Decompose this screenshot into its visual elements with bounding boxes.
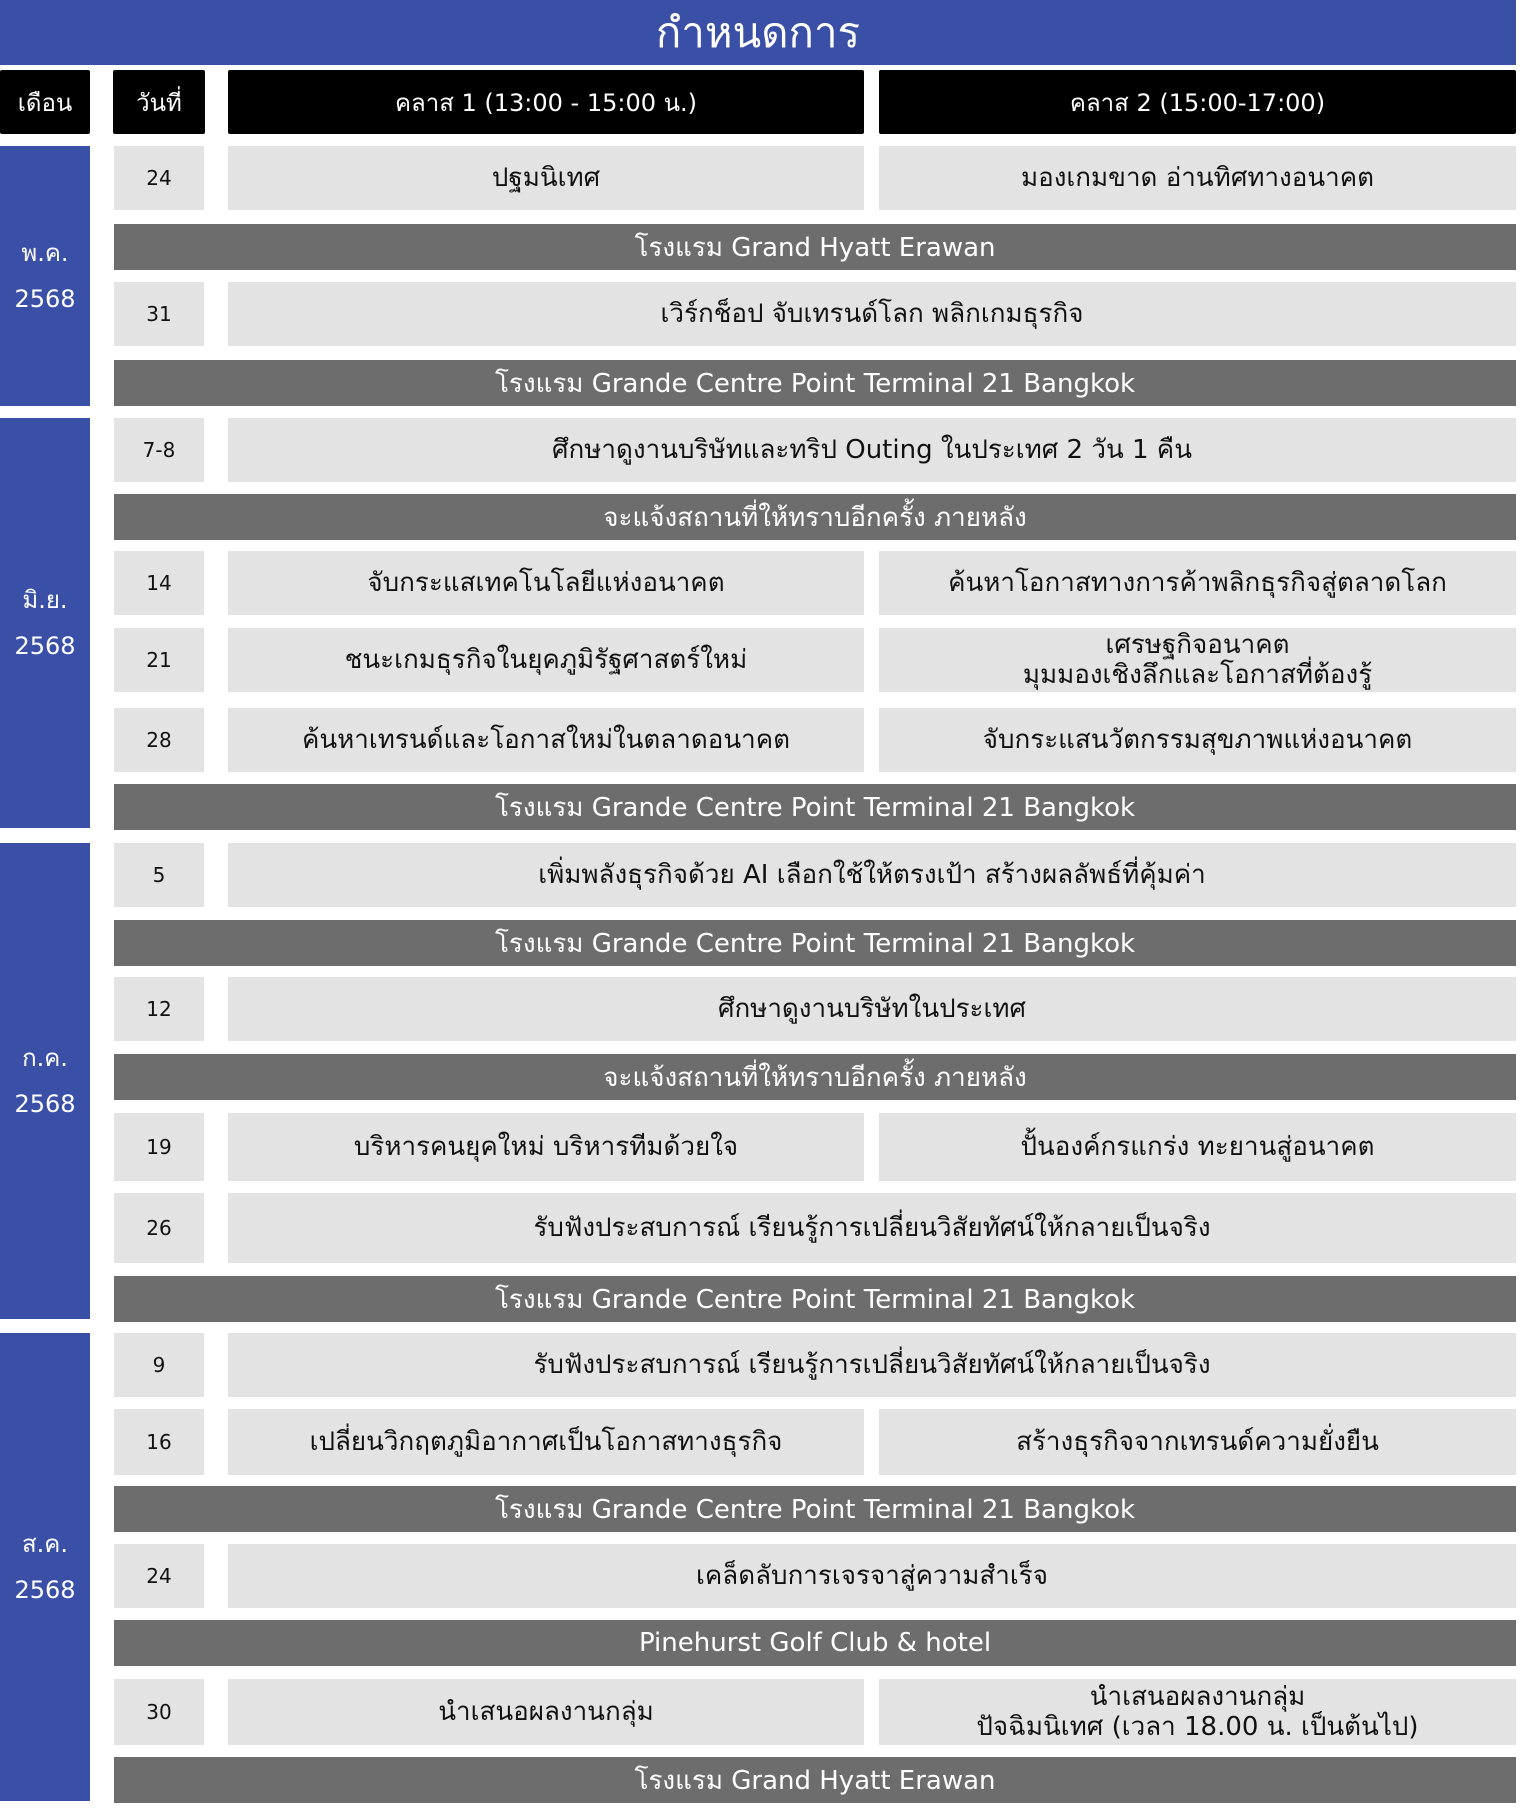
day-cell: 7-8 [114,418,204,482]
day-cell: 12 [114,977,204,1041]
class2-cell: ค้นหาโอกาสทางการค้าพลิกธุรกิจสู่ตลาดโลก [879,551,1516,615]
day-cell: 16 [114,1409,204,1475]
class2-line: นำเสนอผลงานกลุ่ม [1089,1682,1306,1712]
span-cell: ศึกษาดูงานบริษัทในประเทศ [228,977,1516,1041]
venue-bar: โรงแรม Grande Centre Point Terminal 21 Bangkok [114,784,1516,830]
span-cell: เพิ่มพลังธุรกิจด้วย AI เลือกใช้ให้ตรงเป้า สร้างผลลัพธ์ที่คุ้มค่า [228,843,1516,907]
month-block-jul [0,843,90,1319]
class2-cell [879,628,1516,692]
month-year: 2568 [14,632,76,660]
header-class1: คลาส 1 (13:00 - 15:00 น.) [228,70,864,134]
header-day: วันที่ [113,70,205,134]
month-block-may [0,146,90,406]
venue-bar: โรงแรม Grande Centre Point Terminal 21 Bangkok [114,360,1516,406]
class1-cell: จับกระแสเทคโนโลยีแห่งอนาคต [228,551,864,615]
page-title: กำหนดการ [0,0,1516,65]
span-cell: รับฟังประสบการณ์ เรียนรู้การเปลี่ยนวิสัยทัศน์ให้กลายเป็นจริง [228,1193,1516,1263]
class2-line: ปัจฉิมนิเทศ (เวลา 18.00 น. เป็นต้นไป) [976,1712,1419,1742]
span-cell: รับฟังประสบการณ์ เรียนรู้การเปลี่ยนวิสัยทัศน์ให้กลายเป็นจริง [228,1333,1516,1397]
venue-bar: โรงแรม Grande Centre Point Terminal 21 Bangkok [114,1276,1516,1322]
class2-line: มุมมองเชิงลึกและโอกาสที่ต้องรู้ [1022,660,1373,690]
class2-cell: สร้างธุรกิจจากเทรนด์ความยั่งยืน [879,1409,1516,1475]
class1-cell: นำเสนอผลงานกลุ่ม [228,1679,864,1745]
venue-bar: จะแจ้งสถานที่ให้ทราบอีกครั้ง ภายหลัง [114,1054,1516,1100]
venue-bar: Pinehurst Golf Club & hotel [114,1620,1516,1666]
venue-bar: โรงแรม Grande Centre Point Terminal 21 Bangkok [114,920,1516,966]
day-cell: 14 [114,551,204,615]
class2-cell [879,1679,1516,1745]
class2-line: เศรษฐกิจอนาคต [1105,630,1290,660]
venue-bar: จะแจ้งสถานที่ให้ทราบอีกครั้ง ภายหลัง [114,494,1516,540]
venue-bar: โรงแรม Grand Hyatt Erawan [114,1757,1516,1803]
span-cell: ศึกษาดูงานบริษัทและทริป Outing ในประเทศ 2 วัน 1 คืน [228,418,1516,482]
month-name: ก.ค. [22,1044,68,1072]
day-cell: 21 [114,628,204,692]
day-cell: 31 [114,282,204,346]
day-cell: 5 [114,843,204,907]
month-year: 2568 [14,285,76,313]
day-cell: 9 [114,1333,204,1397]
class1-cell: บริหารคนยุคใหม่ บริหารทีมด้วยใจ [228,1113,864,1181]
span-cell: เคล็ดลับการเจรจาสู่ความสำเร็จ [228,1544,1516,1608]
venue-bar: โรงแรม Grand Hyatt Erawan [114,224,1516,270]
venue-bar: โรงแรม Grande Centre Point Terminal 21 Bangkok [114,1486,1516,1532]
month-name: ส.ค. [22,1530,68,1558]
day-cell: 24 [114,146,204,210]
class2-cell: จับกระแสนวัตกรรมสุขภาพแห่งอนาคต [879,708,1516,772]
class2-cell: ปั้นองค์กรแกร่ง ทะยานสู่อนาคต [879,1113,1516,1181]
class1-cell: ชนะเกมธุรกิจในยุคภูมิรัฐศาสตร์ใหม่ [228,628,864,692]
day-cell: 30 [114,1679,204,1745]
month-block-aug [0,1333,90,1801]
month-name: มิ.ย. [22,586,68,614]
class2-cell: มองเกมขาด อ่านทิศทางอนาคต [879,146,1516,210]
header-month: เดือน [0,70,90,134]
header-class2: คลาส 2 (15:00-17:00) [879,70,1516,134]
day-cell: 26 [114,1193,204,1263]
day-cell: 28 [114,708,204,772]
class1-cell: ปฐมนิเทศ [228,146,864,210]
month-year: 2568 [14,1090,76,1118]
class1-cell: เปลี่ยนวิกฤตภูมิอากาศเป็นโอกาสทางธุรกิจ [228,1409,864,1475]
class1-cell: ค้นหาเทรนด์และโอกาสใหม่ในตลาดอนาคต [228,708,864,772]
month-name: พ.ค. [21,239,69,267]
day-cell: 19 [114,1113,204,1181]
day-cell: 24 [114,1544,204,1608]
month-block-jun [0,418,90,828]
span-cell: เวิร์กช็อป จับเทรนด์โลก พลิกเกมธุรกิจ [228,282,1516,346]
month-year: 2568 [14,1576,76,1604]
